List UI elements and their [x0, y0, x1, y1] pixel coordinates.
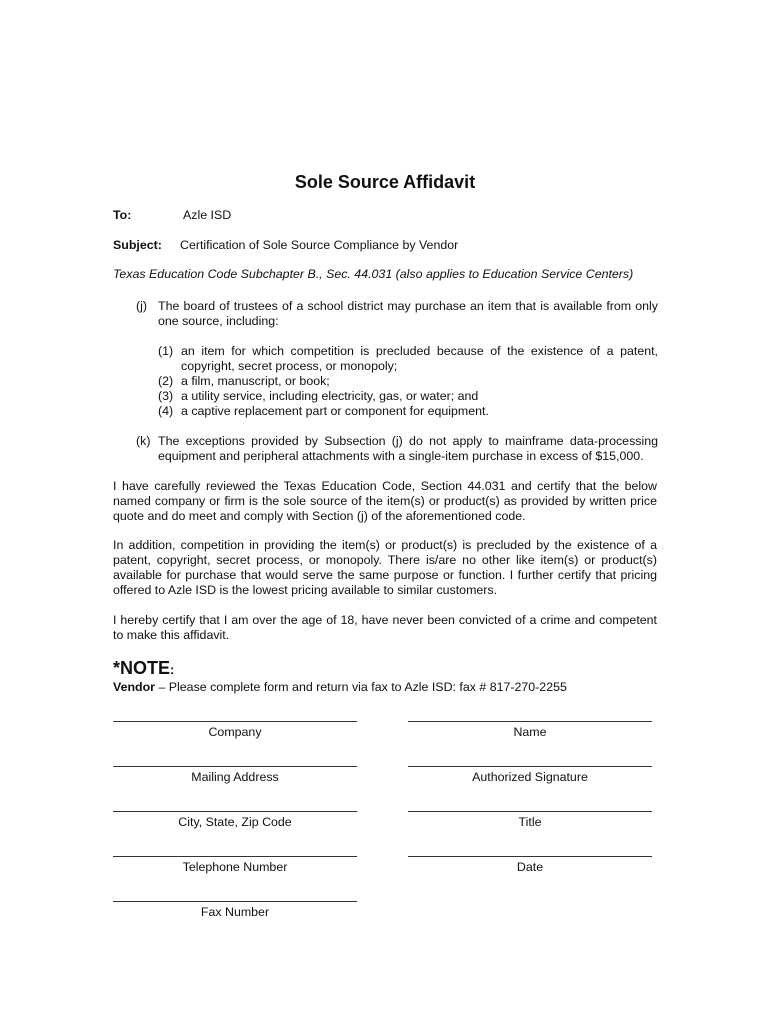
- list-item-text: a utility service, including electricity, gas, or water; and: [181, 389, 479, 403]
- list-item: [158, 389, 658, 404]
- date-field[interactable]: Date: [408, 856, 652, 875]
- note-heading: [113, 657, 174, 681]
- title-field[interactable]: Title: [408, 811, 652, 830]
- sole-source-list: [158, 344, 658, 419]
- clause-k: [136, 434, 658, 464]
- to-value: Azle ISD: [183, 208, 232, 222]
- clause-j-marker: (j): [136, 299, 148, 313]
- telephone-field[interactable]: Telephone Number: [113, 856, 357, 875]
- clause-k-text: The exceptions provided by Subsection (j) do not apply to mainframe data-processing equipment and peripheral attachments with a single-item purchase in excess of $15,000.: [158, 434, 658, 463]
- list-item-text: an item for which competition is precluded because of the existence of a patent, copyright, secret process, or monopoly;: [181, 344, 658, 373]
- list-item-marker: (2): [158, 374, 174, 388]
- vendor-label: Vendor: [113, 680, 155, 694]
- company-field[interactable]: Company: [113, 721, 357, 740]
- clause-k-marker: (k): [136, 434, 151, 448]
- list-item: [158, 344, 658, 374]
- mailing-address-field[interactable]: Mailing Address: [113, 766, 357, 785]
- to-row: [113, 208, 231, 223]
- to-label: To:: [113, 208, 132, 222]
- city-state-zip-field[interactable]: City, State, Zip Code: [113, 811, 357, 830]
- authorized-signature-field[interactable]: Authorized Signature: [408, 766, 652, 785]
- list-item: [158, 404, 658, 419]
- note-title: *NOTE: [113, 658, 171, 678]
- list-item-text: a film, manuscript, or book;: [181, 374, 330, 388]
- list-item: [158, 374, 658, 389]
- code-reference: Texas Education Code Subchapter B., Sec. 44.031 (also applies to Education Service Centers): [113, 267, 634, 281]
- list-item-marker: (4): [158, 404, 174, 418]
- page-title: Sole Source Affidavit: [294, 172, 476, 192]
- clause-j: [136, 299, 658, 329]
- competition-paragraph: In addition, competition in providing the item(s) or product(s) is precluded by the existence of a patent, copyright, secret process, or monopoly. There is/are no other like item(s) or product(s) available for purchase that would serve the same purpose or function. I further certify that pricing offered to Azle ISD is the lowest pricing available to similar customers.: [113, 538, 657, 597]
- vendor-instruction: [113, 680, 567, 695]
- subject-label: Subject:: [113, 238, 162, 252]
- subject-value: Certification of Sole Source Compliance by Vendor: [180, 238, 459, 252]
- list-item-marker: (1): [158, 344, 174, 358]
- subject-row: [113, 238, 458, 253]
- vendor-text: – Please complete form and return via fax to Azle ISD: fax # 817-270-2255: [155, 680, 567, 694]
- fax-field[interactable]: Fax Number: [113, 901, 357, 920]
- certification-paragraph: I have carefully reviewed the Texas Education Code, Section 44.031 and certify that the below named company or firm is the sole source of the item(s) or product(s) as provided by written price quote and do meet and comply with Section (j) of the aforementioned code.: [113, 479, 657, 523]
- list-item-marker: (3): [158, 389, 174, 403]
- note-colon: :: [170, 662, 175, 677]
- name-field[interactable]: Name: [408, 721, 652, 740]
- list-item-text: a captive replacement part or component for equipment.: [181, 404, 489, 418]
- clause-j-text: The board of trustees of a school district may purchase an item that is available from only one source, including:: [158, 299, 658, 328]
- age-paragraph: I hereby certify that I am over the age of 18, have never been convicted of a crime and competent to make this affidavit.: [113, 613, 657, 642]
